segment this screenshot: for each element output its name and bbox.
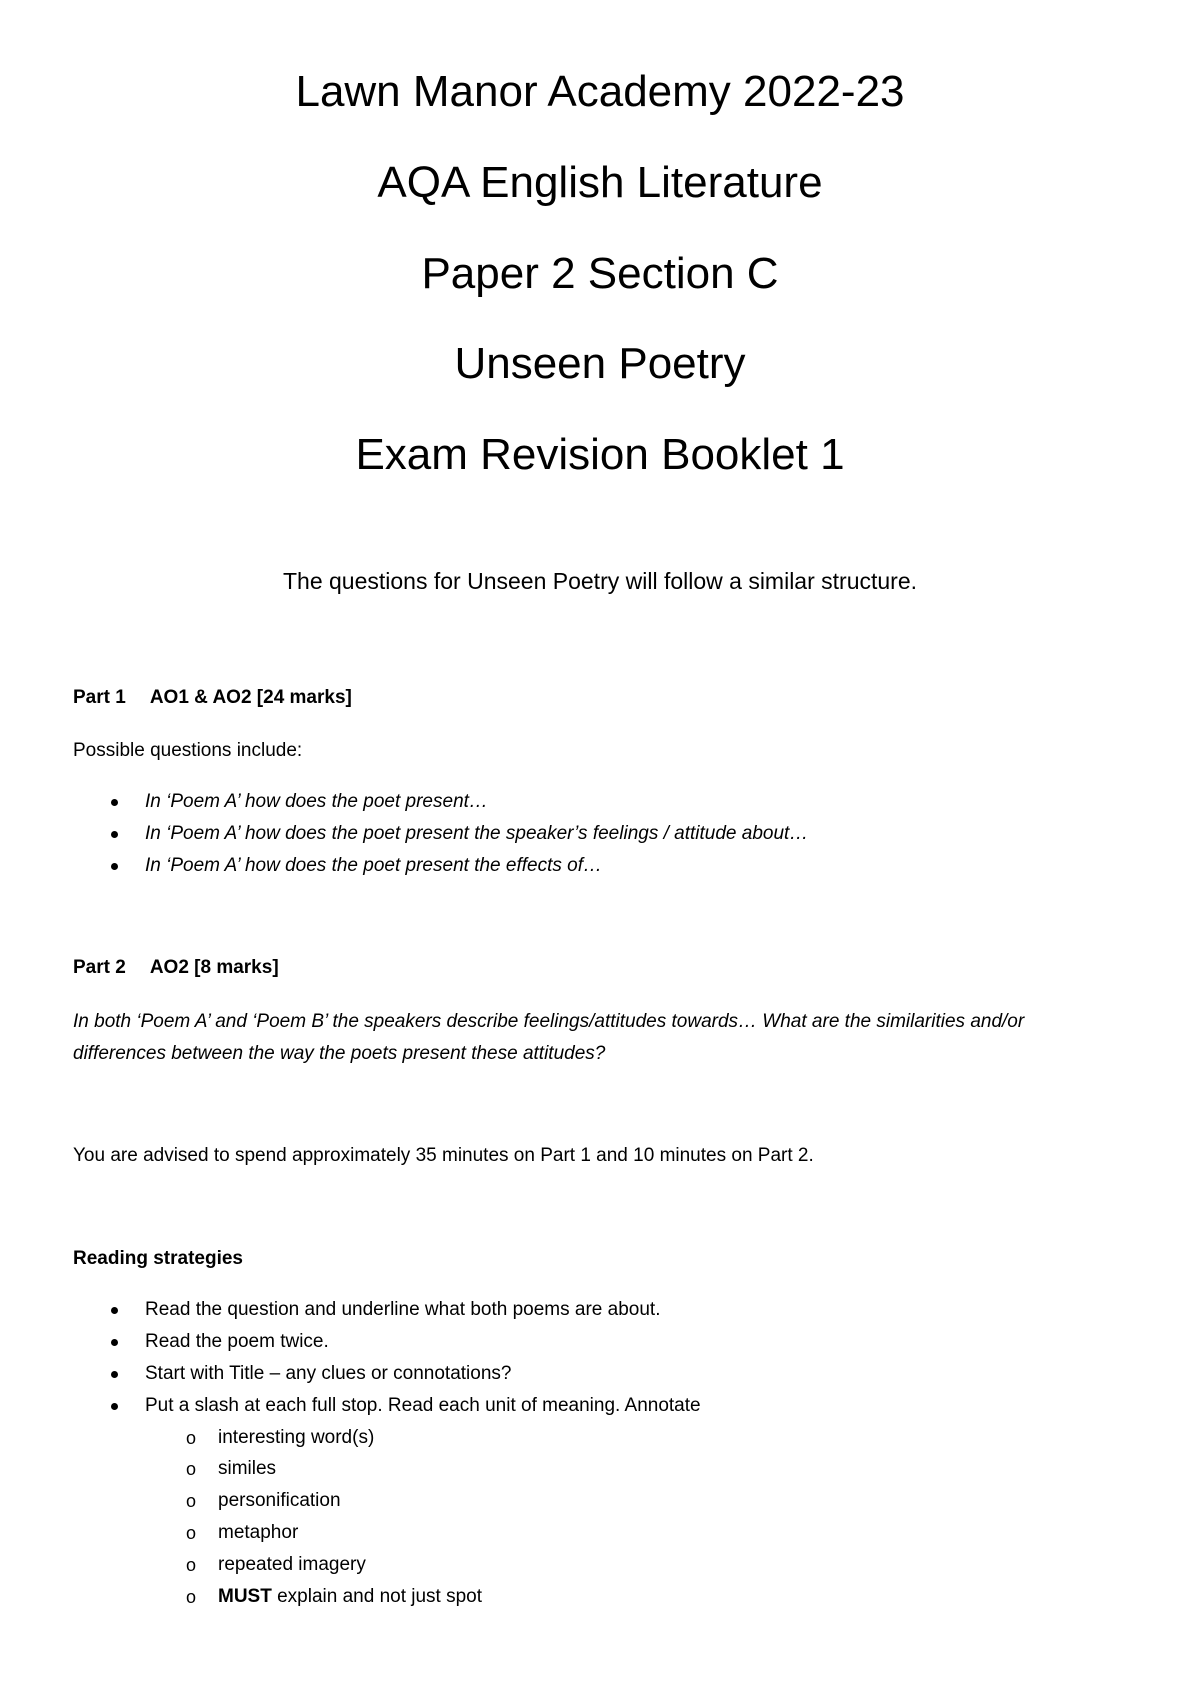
- bullet-icon: [111, 831, 118, 838]
- bullet-icon: [111, 1403, 118, 1410]
- reading-sub-item-3: personification: [218, 1490, 341, 1511]
- reading-sub-item-6: [218, 1585, 482, 1609]
- part2-marks: AO2 [8 marks]: [149, 957, 279, 978]
- title-line-subject: AQA English Literature: [377, 158, 823, 207]
- reading-bullet-3: Start with Title – any clues or connotations?: [145, 1363, 512, 1384]
- sub-bullet-marker: o: [186, 1459, 197, 1479]
- bullet-icon: [111, 1339, 118, 1346]
- part1-question-2: In ‘Poem A’ how does the poet present the speaker’s feelings / attitude about…: [145, 823, 809, 844]
- part1-prompt: Possible questions include:: [73, 740, 303, 761]
- reading-bullet-1: Read the question and underline what both poems are about.: [145, 1299, 661, 1320]
- title-line-booklet: Exam Revision Booklet 1: [355, 430, 845, 479]
- must-emphasis: MUST: [218, 1586, 272, 1607]
- reading-bullet-4: Put a slash at each full stop. Read each unit of meaning. Annotate: [145, 1395, 701, 1416]
- title-line-topic: Unseen Poetry: [454, 339, 746, 388]
- must-rest: explain and not just spot: [271, 1586, 483, 1607]
- title-line-paper: Paper 2 Section C: [421, 249, 779, 298]
- reading-bullet-2: Read the poem twice.: [145, 1331, 329, 1352]
- sub-bullet-marker: o: [186, 1555, 197, 1575]
- sub-bullet-marker: o: [186, 1428, 197, 1448]
- bullet-icon: [111, 799, 118, 806]
- sub-bullet-marker: o: [186, 1491, 197, 1511]
- reading-sub-item-5: repeated imagery: [218, 1554, 366, 1575]
- reading-sub-item-1: interesting word(s): [218, 1427, 375, 1448]
- part2-question-line-1: In both ‘Poem A’ and ‘Poem B’ the speakers describe feelings/attitudes towards… What are the similarities and/or: [73, 1011, 1025, 1032]
- bullet-icon: [111, 1371, 118, 1378]
- bullet-icon: [111, 863, 118, 870]
- part1-marks: AO1 & AO2 [24 marks]: [149, 687, 352, 708]
- part2-heading: [73, 956, 279, 980]
- part1-question-1: In ‘Poem A’ how does the poet present…: [145, 791, 488, 812]
- part1-heading: [73, 686, 352, 710]
- reading-strategies-heading: Reading strategies: [73, 1248, 243, 1269]
- title-line-school: Lawn Manor Academy 2022-23: [295, 67, 905, 116]
- reading-sub-item-2: similes: [218, 1458, 277, 1479]
- part2-question-line-2: differences between the way the poets present these attitudes?: [73, 1043, 606, 1064]
- part1-label: Part 1: [73, 687, 126, 708]
- sub-bullet-marker: o: [186, 1523, 197, 1543]
- bullet-icon: [111, 1307, 118, 1314]
- intro-text: The questions for Unseen Poetry will follow a similar structure.: [282, 568, 918, 594]
- part2-label: Part 2: [73, 957, 126, 978]
- sub-bullet-marker: o: [186, 1587, 197, 1607]
- reading-sub-item-4: metaphor: [218, 1522, 299, 1543]
- time-advice: You are advised to spend approximately 35 minutes on Part 1 and 10 minutes on Part 2.: [73, 1145, 814, 1166]
- part1-question-3: In ‘Poem A’ how does the poet present the effects of…: [145, 855, 602, 876]
